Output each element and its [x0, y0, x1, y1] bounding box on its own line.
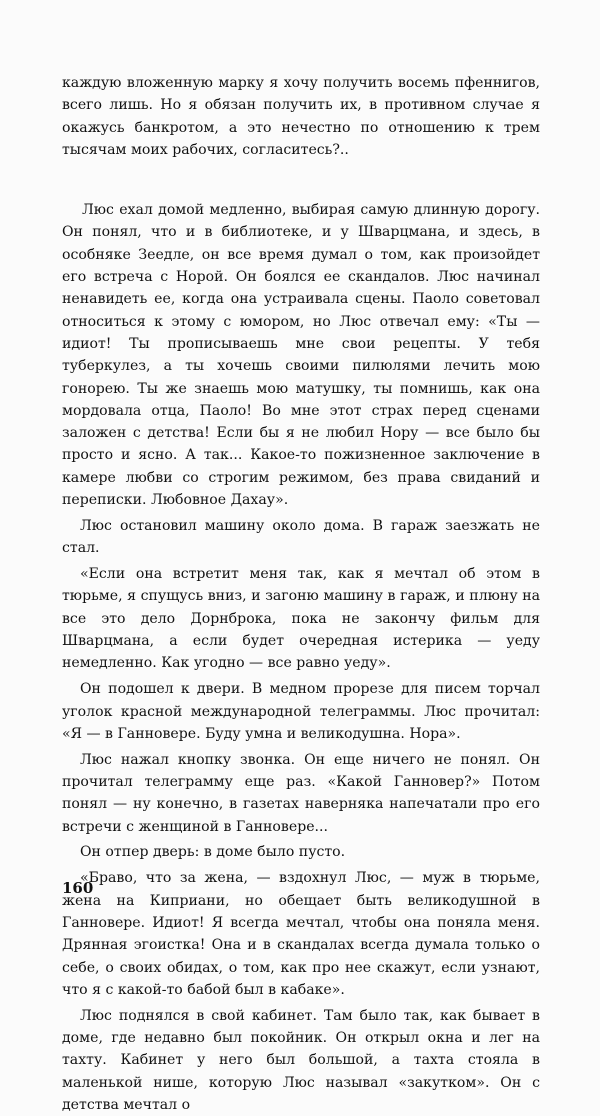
paragraph: Люс ехал домой медленно, выбирая самую длинную дорогу. Он понял, что и в библиотеке, и у Шварцмана, и здесь, в особняке Зеедле, он все время думал о том, как произойдет его встреча с Норой. Он боялся ее скандалов. Люс начинал ненавидеть ее, когда она устраивала сцены. Паоло советовал относиться к этому с юмором, но Люс отвечал ему: «Ты — идиот! Ты прописываешь мне свои рецепты. У тебя туберкулез, а ты хочешь своими пилюлями лечить мою гонорею. Ты же знаешь мою матушку, ты помнишь, как она мордовала отца, Паоло! Во мне этот страх перед сценами заложен с детства! Если бы я не любил Нору — все было бы просто и ясно. А так... Какое-то пожизненное заключение в камере любви со строгим режимом, без права свиданий и переписки. Любовное Дахау».	[62, 202, 540, 509]
paragraph: «Если она встретит меня так, как я мечтал об этом в тюрьме, я спущусь вниз, и загоню машину в гараж, и плюну на все это дело Дорнброка, пока не закончу фильм для Шварцмана, а если будет очередная истерика — уеду немедленно. Как угодно — все равно уеду».	[62, 566, 540, 672]
intro-block	[62, 72, 540, 161]
intro-paragraph: каждую вложенную марку я хочу получить восемь пфеннигов, всего лишь. Но я обязан получить их, в противном случае я окажусь банкротом, а это нечестно по отношению к трем тысячам моих рабочих, согласитесь?..	[62, 75, 540, 158]
body-text	[62, 199, 540, 1116]
page-text	[62, 72, 540, 1116]
paragraph: «Браво, что за жена, — вздохнул Люс, — муж в тюрьме, жена на Киприани, но обещает быть великодушной в Ганновере. Идиот! Я всегда мечтал, чтобы она поняла меня. Дрянная эгоистка! Она и в скандалах всегда думала только о себе, о своих обидах, о том, как про нее скажут, если узнают, что я с какой-то бабой был в кабаке».	[62, 870, 540, 998]
paragraph: Люс нажал кнопку звонка. Он еще ничего не понял. Он прочитал телеграмму еще раз. «Какой Ганновер?» Потом понял — ну конечно, в газетах наверняка напечатали про его встречи с женщиной в Ганновере...	[62, 751, 540, 835]
paragraph: Люс поднялся в свой кабинет. Там было так, как бывает в доме, где недавно был покойник. Он открыл окна и лег на тахту. Кабинет у него был большой, а тахта стояла в маленькой нише, которую Люс называл «закутком». Он с детства мечтал о	[62, 1007, 540, 1113]
paragraph: Он подошел к двери. В медном прорезе для писем торчал уголок красной международной телеграммы. Люс прочитал: «Я — в Ганновере. Буду умна и великодушна. Нора».	[62, 681, 540, 742]
paragraph: Люс остановил машину около дома. В гараж заезжать не стал.	[62, 517, 540, 557]
page-number: 160	[62, 879, 94, 897]
paragraph: Он отпер дверь: в доме было пусто.	[80, 844, 346, 861]
